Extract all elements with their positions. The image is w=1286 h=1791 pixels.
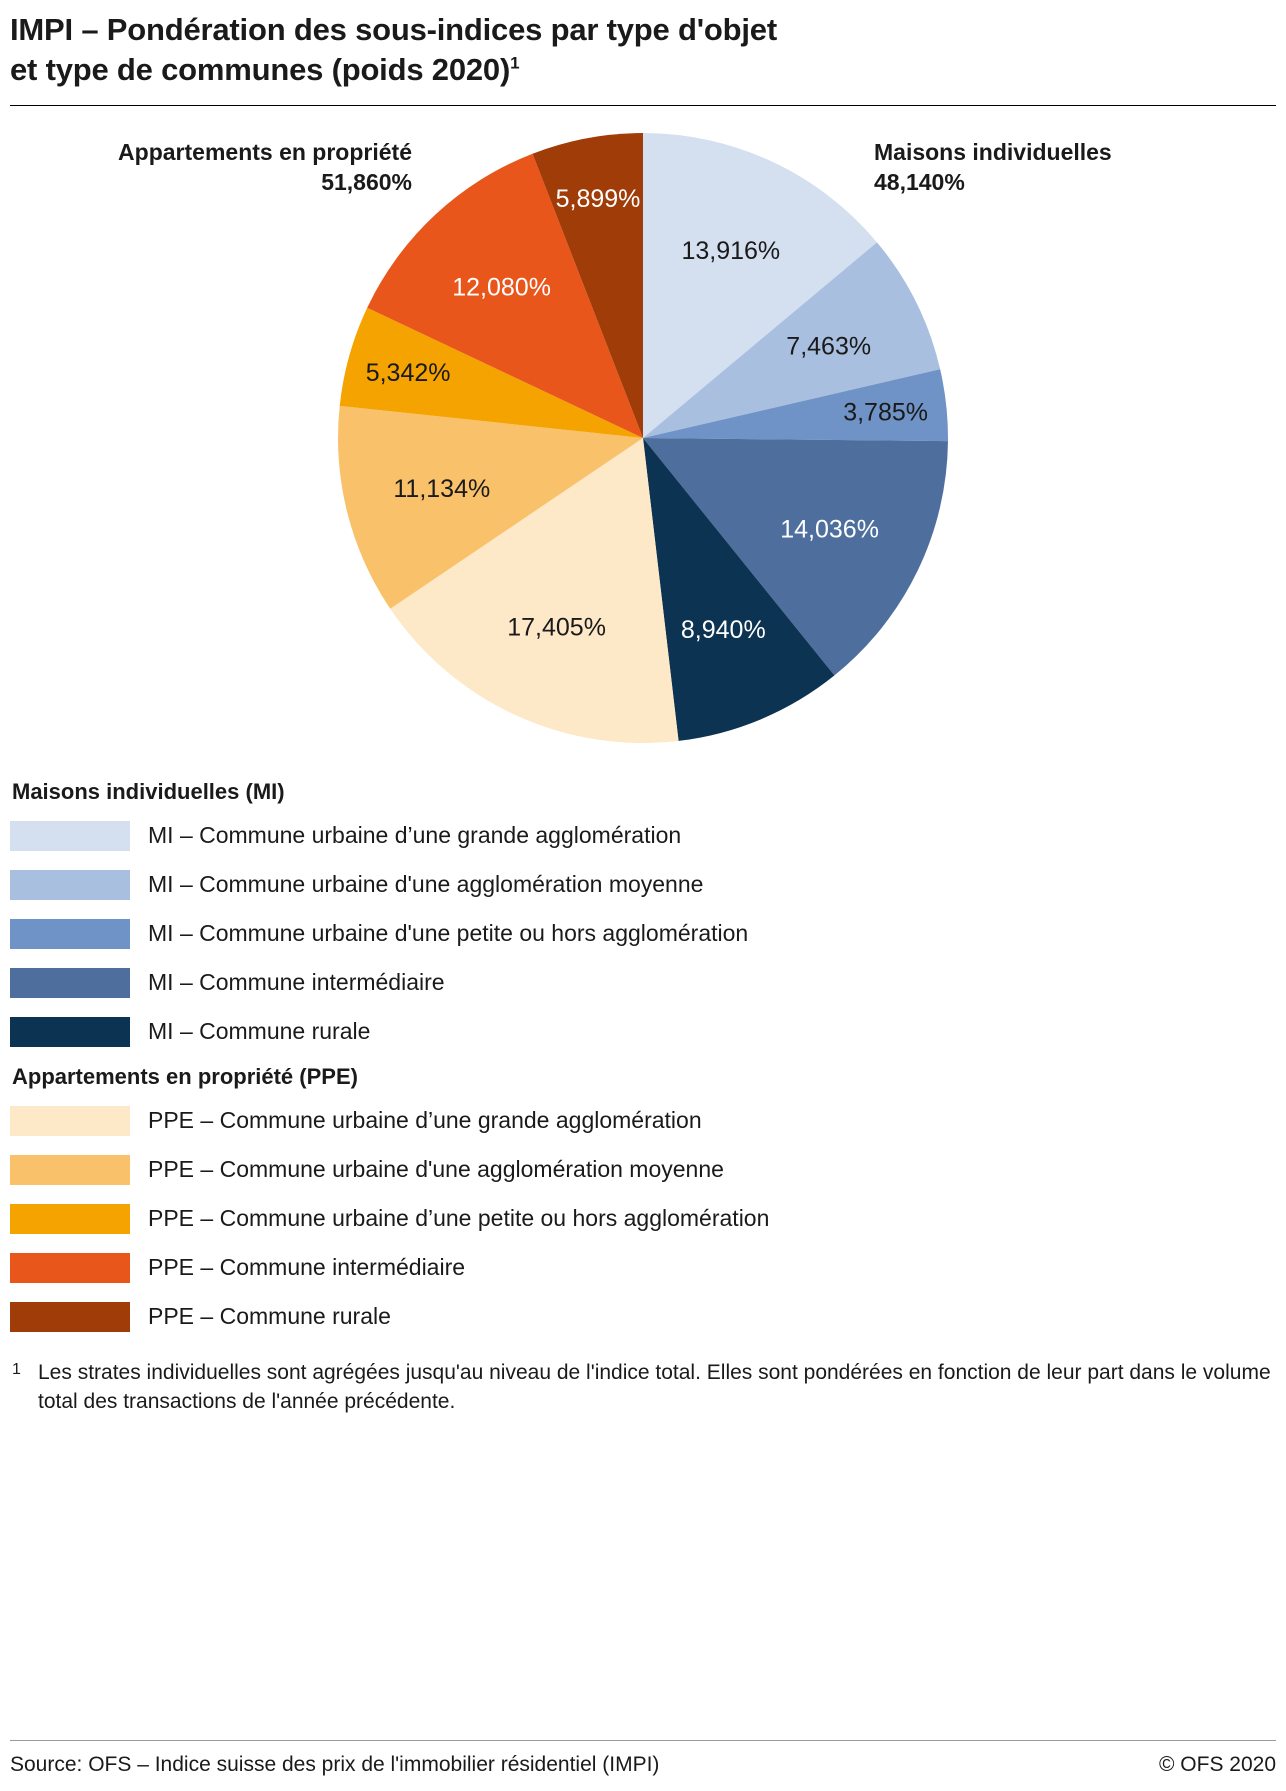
legend-swatch-icon bbox=[10, 919, 130, 949]
title-block bbox=[10, 0, 1276, 105]
legend-swatch-icon bbox=[10, 821, 130, 851]
legend-swatch-icon bbox=[10, 1155, 130, 1185]
group-label-ppe-title: Appartements en propriété bbox=[118, 139, 412, 166]
legend-swatch-icon bbox=[10, 1302, 130, 1332]
legend-item-ppe-agglo-moyenne bbox=[10, 1145, 1276, 1194]
legend-item-label: MI – Commune intermédiaire bbox=[148, 969, 445, 996]
pie-slice-label: 5,342% bbox=[365, 359, 451, 388]
footnote-text: Les strates individuelles sont agrégées jusqu'au niveau de l'indice total. Elles sont pondérées en fonction de leur part dans le volume total des transactions de l'année précédente. bbox=[38, 1361, 1271, 1414]
page-title-line1: IMPI – Pondération des sous-indices par type d'objet bbox=[10, 12, 777, 47]
group-label-mi-value: 48,140% bbox=[874, 169, 965, 196]
legend-item-label: PPE – Commune rurale bbox=[148, 1303, 391, 1330]
legend bbox=[10, 761, 1276, 1341]
pie-slice-label: 8,940% bbox=[680, 616, 766, 645]
legend-item-ppe-intermediaire bbox=[10, 1243, 1276, 1292]
legend-group-title-mi: Maisons individuelles (MI) bbox=[12, 779, 285, 805]
legend-item-mi-petite-agglo bbox=[10, 909, 1276, 958]
legend-item-label: PPE – Commune intermédiaire bbox=[148, 1254, 466, 1281]
pie-slice-label: 11,134% bbox=[393, 475, 491, 504]
legend-item-label: MI – Commune urbaine d’une grande agglomération bbox=[148, 822, 682, 849]
pie-chart-area bbox=[10, 106, 1276, 761]
legend-item-label: PPE – Commune urbaine d’une grande agglomération bbox=[148, 1107, 702, 1134]
title-footnote-marker: 1 bbox=[510, 53, 520, 73]
group-label-mi-title: Maisons individuelles bbox=[874, 139, 1112, 166]
pie-slice-label: 5,899% bbox=[555, 185, 641, 214]
legend-swatch-icon bbox=[10, 1253, 130, 1283]
legend-item-mi-agglo-moyenne bbox=[10, 860, 1276, 909]
footer bbox=[10, 1732, 1276, 1777]
pie-chart bbox=[333, 128, 953, 748]
page-title bbox=[10, 10, 1276, 89]
legend-item-ppe-rurale bbox=[10, 1292, 1276, 1341]
legend-item-ppe-petite-agglo bbox=[10, 1194, 1276, 1243]
footnote-marker: 1 bbox=[12, 1361, 21, 1379]
legend-swatch-icon bbox=[10, 1017, 130, 1047]
legend-item-mi-grande-agglo bbox=[10, 811, 1276, 860]
source-text: Source: OFS – Indice suisse des prix de l'immobilier résidentiel (IMPI) bbox=[10, 1753, 660, 1776]
pie-slice-label: 17,405% bbox=[507, 613, 606, 642]
legend-item-label: PPE – Commune urbaine d’une petite ou hors agglomération bbox=[148, 1205, 770, 1232]
pie-slice-label: 3,785% bbox=[843, 398, 928, 427]
legend-item-label: PPE – Commune urbaine d'une agglomération moyenne bbox=[148, 1156, 724, 1183]
legend-item-mi-intermediaire bbox=[10, 958, 1276, 1007]
legend-swatch-icon bbox=[10, 1204, 130, 1234]
legend-swatch-icon bbox=[10, 870, 130, 900]
page-title-line2: et type de communes (poids 2020) bbox=[10, 51, 511, 87]
legend-swatch-icon bbox=[10, 1106, 130, 1136]
legend-swatch-icon bbox=[10, 968, 130, 998]
pie-chart-svg bbox=[333, 128, 953, 748]
legend-item-label: MI – Commune rurale bbox=[148, 1018, 371, 1045]
group-label-ppe-value: 51,860% bbox=[321, 169, 412, 196]
pie-slice-label: 7,463% bbox=[786, 332, 872, 361]
pie-slice-label: 14,036% bbox=[780, 515, 879, 544]
legend-item-ppe-grande-agglo bbox=[10, 1096, 1276, 1145]
footnote bbox=[10, 1359, 1276, 1417]
copyright-text: © OFS 2020 bbox=[1158, 1753, 1276, 1776]
pie-slice-label: 13,916% bbox=[681, 237, 781, 266]
pie-slice-label: 12,080% bbox=[452, 273, 551, 302]
footer-divider bbox=[10, 1740, 1276, 1741]
legend-item-label: MI – Commune urbaine d'une petite ou hors agglomération bbox=[148, 920, 749, 947]
legend-group-title-ppe: Appartements en propriété (PPE) bbox=[12, 1064, 358, 1090]
legend-item-mi-rurale bbox=[10, 1007, 1276, 1056]
legend-item-label: MI – Commune urbaine d'une agglomération moyenne bbox=[148, 871, 704, 898]
